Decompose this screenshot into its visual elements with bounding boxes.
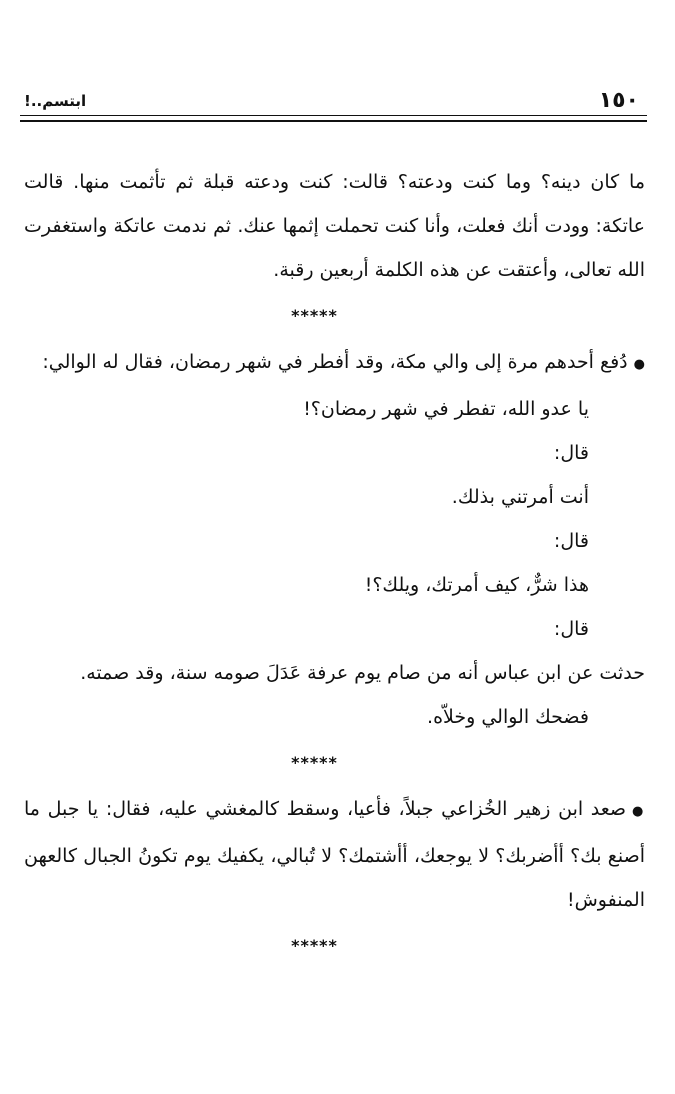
paragraph: ما كان دينه؟ وما كنت ودعته؟ قالت: كنت ودعته قبلة ثم تأثمت منها. قالت عاتكة: وودت أنك فعلت، وأنا كنت تحملت إثمها عنك. ثم ندمت عاتكة واستغفرت الله تعالى، وأعتقت عن هذه الكلمة أربعين رقبة. <box>24 171 645 281</box>
anecdote-paragraph <box>24 340 645 387</box>
section-separator: ***** <box>291 753 338 772</box>
section-separator: ***** <box>291 306 338 325</box>
paragraph-text: صعد ابن زهير الخُزاعي جبلاً، فأعيا، وسقط كالمغشي عليه، فقال: يا جبل ما أصنع بك؟ أأضربك؟ لا يوجعك، أأشتمك؟ لا تُبالي، يكفيك يوم تكونُ الجبال كالعهن المنفوش! <box>24 798 645 911</box>
page-header <box>20 78 647 114</box>
page-number: ١٥٠ <box>598 88 639 113</box>
header-rule <box>20 115 647 122</box>
paragraph-text: دُفع أحدهم مرة إلى والي مكة، وقد أفطر في شهر رمضان، فقال له الوالي: <box>42 351 628 373</box>
page-body <box>24 160 645 970</box>
dialogue-line: قال: <box>553 442 589 464</box>
dialogue-line: قال: <box>553 530 589 552</box>
section-separator: ***** <box>291 936 338 955</box>
dialogue-line: قال: <box>553 618 589 640</box>
anecdote-paragraph <box>24 787 645 922</box>
dialogue-line: يا عدو الله، تفطر في شهر رمضان؟! <box>303 398 589 420</box>
paragraph: فضحك الوالي وخلاّه. <box>427 706 589 728</box>
paragraph: حدثت عن ابن عباس أنه من صام يوم عرفة عَدَلَ صومه سنة، وقد صمته. <box>80 662 645 684</box>
running-title: ابتسم..! <box>24 92 87 110</box>
dialogue-line: أنت أمرتني بذلك. <box>451 486 589 508</box>
dialogue-line: هذا شرٌّ، كيف أمرتك، ويلك؟! <box>364 574 589 596</box>
